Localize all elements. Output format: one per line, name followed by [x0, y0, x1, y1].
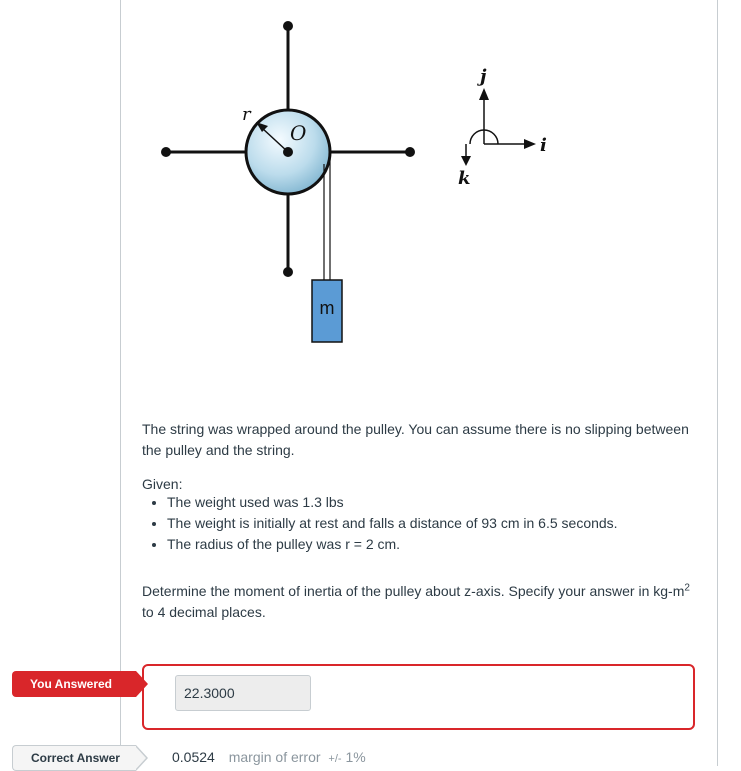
arm-right-end — [405, 147, 415, 157]
arm-top-end — [283, 21, 293, 31]
pulley-figure — [150, 14, 570, 354]
question-intro: The string was wrapped around the pulley. You can assume there is no slipping between the pulley and the string. — [142, 421, 689, 458]
center-label: O — [290, 121, 307, 145]
mass-label: m — [319, 298, 335, 318]
instruction-text: Determine the moment of inertia of the pulley about z-axis. Specify your answer in kg-m — [142, 583, 685, 599]
given-list — [142, 492, 697, 555]
you-answered-tag: You Answered — [12, 671, 136, 697]
content-border-left — [120, 0, 121, 766]
given-item: • The weight is initially at rest and falls a distance of 93 cm in 6.5 seconds. — [167, 513, 697, 534]
axis-j-label: j — [480, 66, 487, 87]
given-label: Given: — [142, 476, 183, 492]
correct-answer-value: 0.0524 — [172, 749, 215, 765]
radius-label: r — [242, 104, 251, 125]
given-item: • The weight used was 1.3 lbs — [167, 492, 697, 513]
instruction-text-end: to 4 decimal places. — [142, 604, 266, 620]
instruction-superscript: 2 — [684, 582, 690, 594]
arm-left-end — [161, 147, 171, 157]
you-answered-box — [142, 664, 695, 730]
axes-icon — [458, 66, 547, 189]
axis-k-label: k — [458, 168, 471, 189]
given-item: • The radius of the pulley was r = 2 cm. — [167, 534, 697, 555]
margin-of-error-value: 1% — [345, 749, 366, 765]
answer-input[interactable]: 22.3000 — [175, 675, 311, 711]
arm-bottom-end — [283, 267, 293, 277]
axis-i-label: i — [540, 135, 547, 156]
correct-answer-tag: Correct Answer — [12, 745, 136, 771]
margin-of-error-label: margin of error — [228, 749, 321, 765]
margin-of-error-prefix: +/- — [328, 753, 342, 765]
correct-answer-row — [172, 749, 366, 765]
question-instruction — [142, 581, 697, 623]
content-border-right — [717, 0, 718, 766]
